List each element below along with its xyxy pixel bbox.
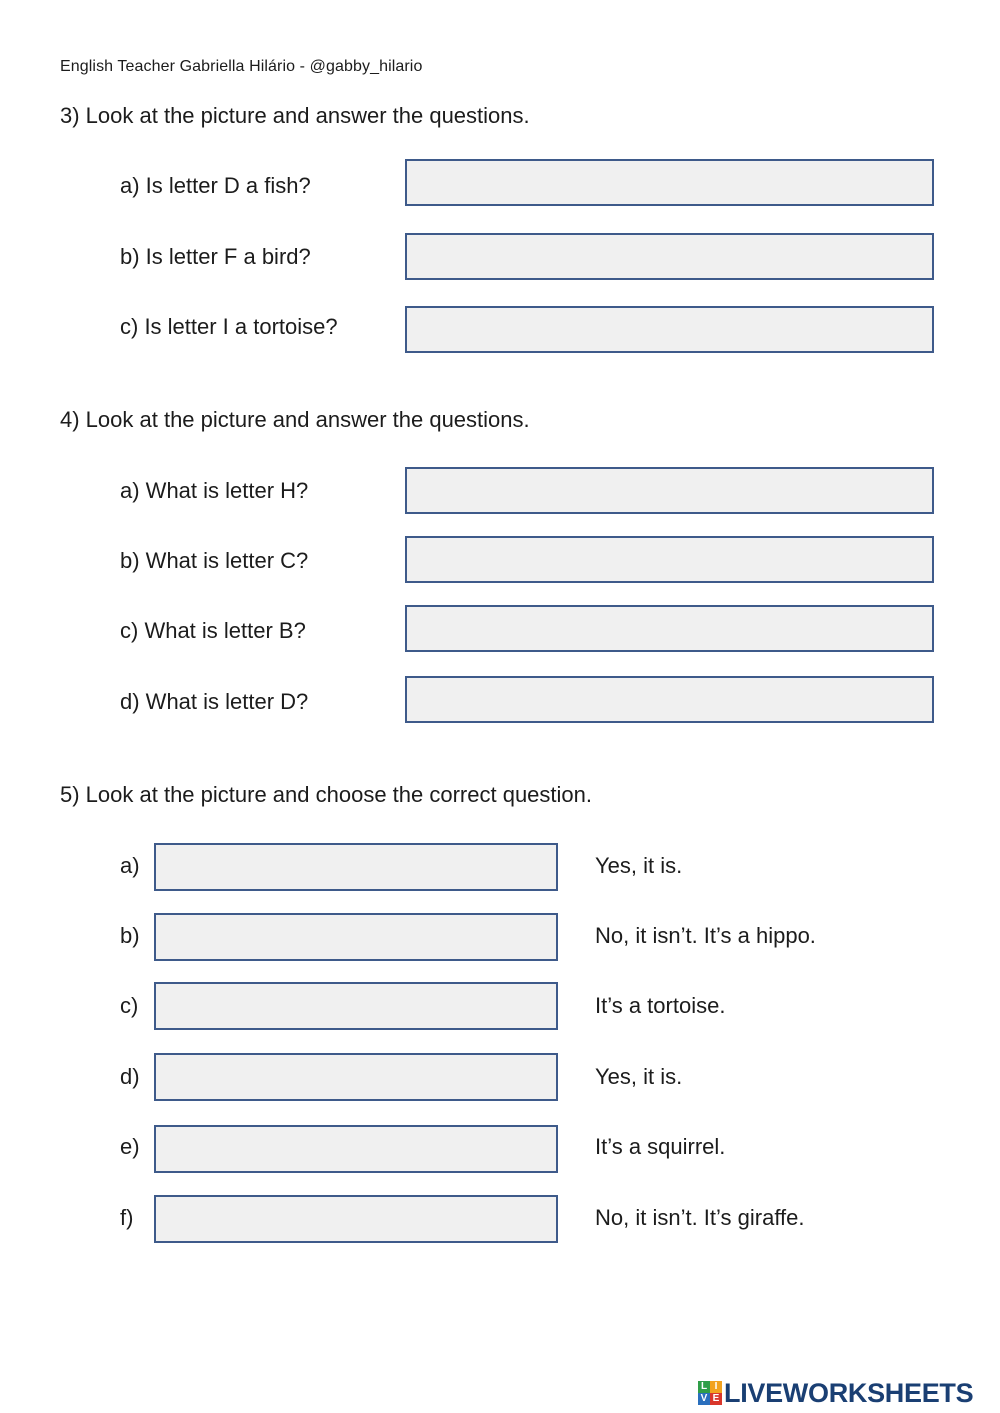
liveworksheets-logo-icon bbox=[698, 1381, 722, 1405]
s5-question-box-c[interactable] bbox=[154, 982, 558, 1030]
s4-question-c: c) What is letter B? bbox=[120, 618, 306, 643]
s3-answer-box-b[interactable] bbox=[405, 233, 934, 280]
s5-question-box-f[interactable] bbox=[154, 1195, 558, 1243]
s5-question-box-a[interactable] bbox=[154, 843, 558, 891]
s3-answer-box-c[interactable] bbox=[405, 306, 934, 353]
logo-mark-e: E bbox=[710, 1393, 722, 1405]
s4-question-b: b) What is letter C? bbox=[120, 548, 309, 573]
s5-question-box-e[interactable] bbox=[154, 1125, 558, 1173]
teacher-credit: English Teacher Gabriella Hilário - @gabby_hilario bbox=[60, 58, 423, 75]
s3-answer-box-a[interactable] bbox=[405, 159, 934, 206]
s3-question-c: c) Is letter I a tortoise? bbox=[120, 314, 338, 339]
s4-answer-box-b[interactable] bbox=[405, 536, 934, 583]
s4-answer-box-d[interactable] bbox=[405, 676, 934, 723]
logo-text: LIVEWORKSHEETS bbox=[724, 1377, 974, 1408]
s5-question-box-d[interactable] bbox=[154, 1053, 558, 1101]
s5-letter-a: a) bbox=[120, 853, 140, 878]
liveworksheets-logo bbox=[698, 1376, 973, 1410]
s5-answer-a: Yes, it is. bbox=[595, 853, 683, 878]
s5-answer-e: It’s a squirrel. bbox=[595, 1134, 726, 1159]
s5-question-box-b[interactable] bbox=[154, 913, 558, 961]
s5-letter-f: f) bbox=[120, 1205, 134, 1230]
s5-letter-c: c) bbox=[120, 993, 139, 1018]
s3-question-b: b) Is letter F a bird? bbox=[120, 244, 311, 269]
s5-answer-c: It’s a tortoise. bbox=[595, 993, 726, 1018]
logo-mark-l: L bbox=[698, 1381, 710, 1393]
section-4-title: 4) Look at the picture and answer the questions. bbox=[60, 407, 530, 432]
s5-answer-b: No, it isn’t. It’s a hippo. bbox=[595, 923, 816, 948]
s5-answer-d: Yes, it is. bbox=[595, 1064, 683, 1089]
s5-answer-f: No, it isn’t. It’s giraffe. bbox=[595, 1205, 805, 1230]
s3-question-a: a) Is letter D a fish? bbox=[120, 173, 311, 198]
logo-mark-i: I bbox=[710, 1381, 722, 1393]
s5-letter-d: d) bbox=[120, 1064, 140, 1089]
section-3-title: 3) Look at the picture and answer the questions. bbox=[60, 103, 530, 128]
logo-mark-v: V bbox=[698, 1393, 710, 1405]
s4-answer-box-a[interactable] bbox=[405, 467, 934, 514]
s5-letter-b: b) bbox=[120, 923, 140, 948]
s5-letter-e: e) bbox=[120, 1134, 140, 1159]
s4-answer-box-c[interactable] bbox=[405, 605, 934, 652]
s4-question-a: a) What is letter H? bbox=[120, 478, 309, 503]
s4-question-d: d) What is letter D? bbox=[120, 689, 309, 714]
section-5-title: 5) Look at the picture and choose the correct question. bbox=[60, 782, 592, 807]
